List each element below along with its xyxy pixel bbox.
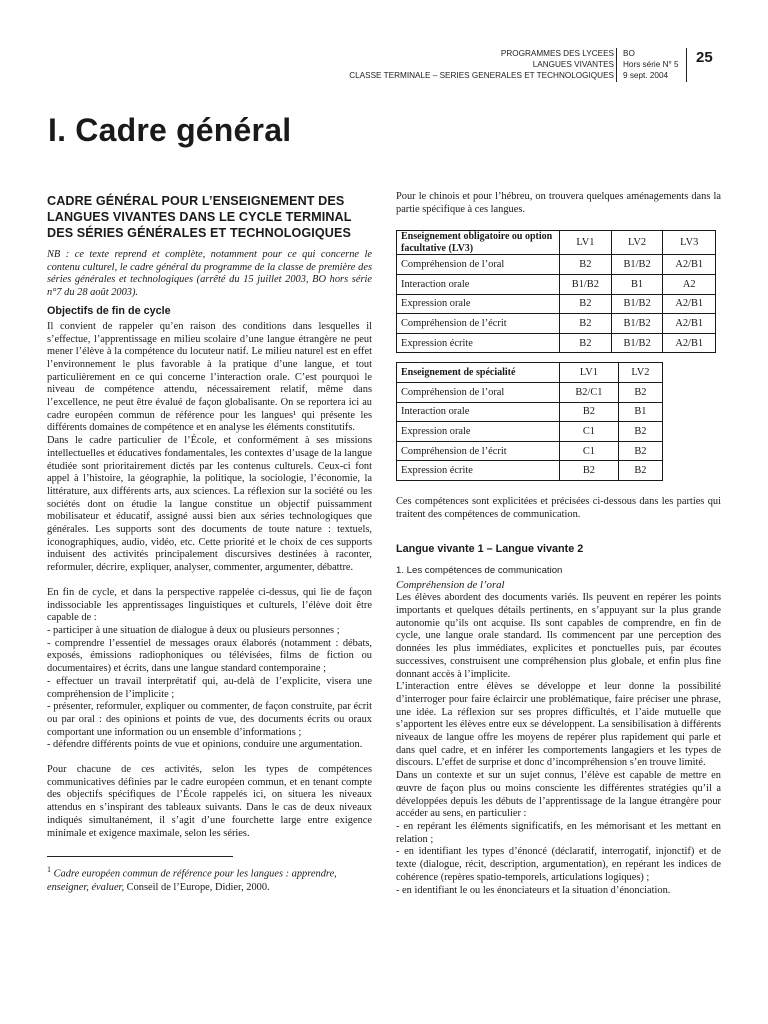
header-bulletin-info (623, 48, 685, 81)
column-header: LV2 (611, 231, 663, 255)
row-label: Expression orale (397, 422, 560, 442)
footnote-rule (47, 856, 233, 857)
cell: C1 (560, 441, 619, 461)
header-line: PROGRAMMES DES LYCEES (500, 49, 614, 58)
lv-heading: Langue vivante 1 – Langue vivante 2 (396, 543, 584, 556)
cell: A2/B1 (663, 314, 716, 334)
column-header: LV1 (560, 231, 612, 255)
table-header-row (397, 363, 663, 383)
table-row (397, 382, 663, 402)
header-line: CLASSE TERMINALE – SERIES GENERALES ET TECHNOLOGIQUES (349, 71, 614, 80)
table-row (397, 402, 663, 422)
row-label: Expression orale (397, 294, 560, 314)
cell: B2 (618, 422, 662, 442)
cell: B1/B2 (611, 294, 663, 314)
cell: B1/B2 (611, 255, 663, 275)
objectives-heading: Objectifs de fin de cycle (47, 304, 171, 317)
header-program-info (349, 48, 614, 81)
cell: B2 (560, 402, 619, 422)
header-line: Hors série N° 5 (623, 60, 679, 69)
page-title: I. Cadre général (48, 112, 292, 148)
cell: A2/B1 (663, 294, 716, 314)
footnote-publisher: Conseil de l’Europe, Didier, 2000. (124, 881, 270, 893)
cell: B1 (618, 402, 662, 422)
row-label: Expression écrite (397, 461, 560, 481)
row-label: Interaction orale (397, 275, 560, 295)
paragraph: Pour chacune de ces activités, selon les types de compétences communicatives définies par le cadre européen commun, et en tenant compte des objectifs spécifiques de l’École rappelés ici, on situera les niveaux attendus en s’inspirant des tableaux suivants. Dans le cas de deux niveaux indiqués simultanément, il s’agit d’une fourchette large entre exigence minimale et exigence maximale, selon les séries. (47, 764, 372, 839)
row-label: Compréhension de l’écrit (397, 314, 560, 334)
paragraph: Il convient de rappeler qu’en raison des conditions dans lesquelles il s’effectue, l’apprentissage en milieu scolaire d’une langue étrangère ne peut mener l’élève à la compétence du locuteur natif. Le milieu naturel est en effet l’environnement le plus favorable à la pratique d’une langue, et tout particulièrement en ce qui concerne l’interaction orale. C’est pourquoi le niveau de compétence attendu, nécessairement relatif, même dans l’excellence, ne peut être évalué de façon globalisante. On se reportera ici au cadre européen commun de référence pour les langues¹ qui présente les différents domaines de compétence et en analyse les éléments constitutifs. (47, 320, 372, 434)
levels-table-specialty (396, 362, 663, 481)
paragraph: Les élèves abordent des documents variés. Ils peuvent en repérer les points importants et quelques détails pertinents, en s’appuyant sur la plus grande autonomie qu’ils ont acquise. Ils sont capables de comprendre, en fin de cycle, une langue orale standard. Ils commencent par une perception des données les plus immédiates, explicites et ponctuelles puis, par écoutes successives, construisent une compréhension plus globale, et enfin plus fine donnant accès à l’implicite. (396, 592, 721, 680)
cell: A2 (663, 275, 716, 295)
paragraph: Dans le cadre particulier de l’École, et conformément à ses missions intellectuelles et éducatives fondamentales, les contextes d’usage de la langue étudiée sont prioritairement dictés par les contenus culturels. Ceux-ci font appel à l’histoire, la géographie, la politique, la sociologie, l’économie, la littérature, aux différents arts, aux sciences. La réflexion sur la société ou les sociétés dont on étudie la langue constitue un objectif puissamment mobilisateur et éducatif, assigné aussi bien aux séries technologiques que générales. Les supports sont des documents de toute nature : textuels, iconographiques, audio, vidéo, etc. Cette priorité et le choix de ces supports induisent des activités principalement discursives destinées à raconter, reformuler, décrire, expliquer, analyser, commenter, argumenter, débattre. (47, 435, 372, 574)
cell: B1/B2 (611, 314, 663, 334)
levels-table-mandatory (396, 230, 716, 353)
paragraph: Dans un contexte et sur un sujet connus, l’élève est capable de mettre en œuvre de façon plus ou moins consciente les différentes stratégies qu’il a développées depuis les débuts de l’apprentissage de la langue étrangère pour accéder au sens, en particulier : (396, 770, 721, 820)
strategies-list (396, 821, 721, 897)
oral-comprehension-heading: Compréhension de l’oral (396, 579, 505, 592)
row-label: Compréhension de l’écrit (397, 441, 560, 461)
note-paragraph: NB : ce texte reprend et complète, notamment pour ce qui concerne le contenu culturel, le cadre général du programme de la classe de première des séries générales et technologiques (arrêté du 15 juillet 2003, BO hors série n°7 du 28 août 2003). (47, 249, 372, 299)
header-line: BO (623, 49, 635, 58)
footnote-citation: Cadre européen commun de référence pour les langues : apprendre, enseigner, évaluer, (47, 868, 337, 893)
cell: B2 (560, 461, 619, 481)
paragraph: L’interaction entre élèves se développe et leur donne la possibilité d’interroger pour faire éclaircir une problématique, faire préciser une phrase, une idée. La réflexion sur ses propres difficultés, et l’aide mutuelle que s’apportent les élèves entre eux se développent. La sensibilisation à différents niveaux de langue offre les moyens de repérer plus rapidement qui parle et dans quel cadre, et en inférer les comportements langagiers et les types de discours. L’effet de surprise et donc d’incompréhension s’en trouve limité. (396, 681, 721, 769)
table-row (397, 255, 716, 275)
list-item: - en identifiant les types d’énoncé (déclaratif, interrogatif, injonctif) et de texte (dialogue, récit, description, argumentation), en repérant les indices de cohérence (repères spatio-temporels, articulations logiques) ; (396, 846, 721, 883)
column-header: LV1 (560, 363, 619, 383)
cell: B2/C1 (560, 382, 619, 402)
section-heading: CADRE GÉNÉRAL POUR L’ENSEIGNEMENT DES LANGUES VIVANTES DANS LE CYCLE TERMINAL DES SÉRIES GÉNÉRALES ET TECHNOLOGIQUES (47, 194, 352, 240)
list-item: - en repérant les éléments significatifs, en les mémorisant et les mettant en relation ; (396, 821, 721, 845)
header-line: 9 sept. 2004 (623, 71, 669, 80)
table-row (397, 275, 716, 295)
cell: B2 (560, 333, 612, 353)
header-divider (686, 48, 687, 82)
footnote (47, 863, 372, 893)
spacer (47, 575, 372, 587)
table-row (397, 333, 716, 353)
footnote-number: 1 (47, 865, 51, 875)
list-item: - comprendre l’essentiel de messages oraux élaborés (notamment : débats, exposés, émissions radiophoniques ou télévisées, films de fiction ou documentaires) et écrits, dans une langue standard contemporaine ; (47, 637, 372, 675)
cell: A2/B1 (663, 255, 716, 275)
table-row (397, 441, 663, 461)
row-label: Compréhension de l’oral (397, 255, 560, 275)
list-item: - défendre différents points de vue et opinions, conduire une argumentation. (47, 739, 363, 751)
paragraph: En fin de cycle, et dans la perspective rappelée ci-dessus, qui lie de façon indissociable les apprentissages linguistiques et culturels, l’élève doit être capable de : (47, 586, 372, 624)
table-header: Enseignement obligatoire ou option facultative (LV3) (397, 231, 560, 255)
list-item: - participer à une situation de dialogue à deux ou plusieurs personnes ; (47, 624, 340, 636)
cell: B2 (560, 294, 612, 314)
cell: B2 (618, 382, 662, 402)
list-item: - présenter, reformuler, expliquer ou commenter, de façon construite, par écrit ou par oral : des opinions et points de vue, des documents écrits ou oraux comportant une information ou un ensemble d’informations ; (47, 701, 372, 738)
capabilities-list (47, 625, 372, 752)
table-header: Enseignement de spécialité (397, 363, 560, 383)
cell: B2 (618, 441, 662, 461)
cell: B2 (560, 255, 612, 275)
list-item: - effectuer un travail interprétatif qui, au-delà de l’explicite, visera une compréhension de l’implicite ; (47, 675, 372, 700)
intro-paragraph: Pour le chinois et pour l’hébreu, on trouvera quelques aménagements dans la partie spécifique à ces langues. (396, 191, 721, 215)
list-item: - en identifiant le ou les énonciateurs et la situation d’énonciation. (396, 884, 671, 896)
table-header-row (397, 231, 716, 255)
row-label: Expression écrite (397, 333, 560, 353)
cell: B2 (560, 314, 612, 334)
table-row (397, 422, 663, 442)
left-column (47, 193, 372, 894)
spacer (47, 752, 372, 764)
table-row (397, 314, 716, 334)
cell: B1/B2 (560, 275, 612, 295)
table-row (397, 294, 716, 314)
column-header: LV3 (663, 231, 716, 255)
cell: C1 (560, 422, 619, 442)
row-label: Interaction orale (397, 402, 560, 422)
communication-skills-heading: 1. Les compétences de communication (396, 565, 563, 577)
column-header: LV2 (618, 363, 662, 383)
row-label: Compréhension de l’oral (397, 382, 560, 402)
page-number: 25 (696, 49, 713, 66)
cell: B1/B2 (611, 333, 663, 353)
cell: B1 (611, 275, 663, 295)
cell: B2 (618, 461, 662, 481)
tables-followup-paragraph: Ces compétences sont explicitées et précisées ci-dessous dans les parties qui traitent des compétences de communication. (396, 495, 721, 520)
page-header (0, 44, 768, 94)
header-divider (616, 48, 617, 82)
table-row (397, 461, 663, 481)
header-line: LANGUES VIVANTES (532, 60, 614, 69)
cell: A2/B1 (663, 333, 716, 353)
right-column (396, 191, 721, 897)
